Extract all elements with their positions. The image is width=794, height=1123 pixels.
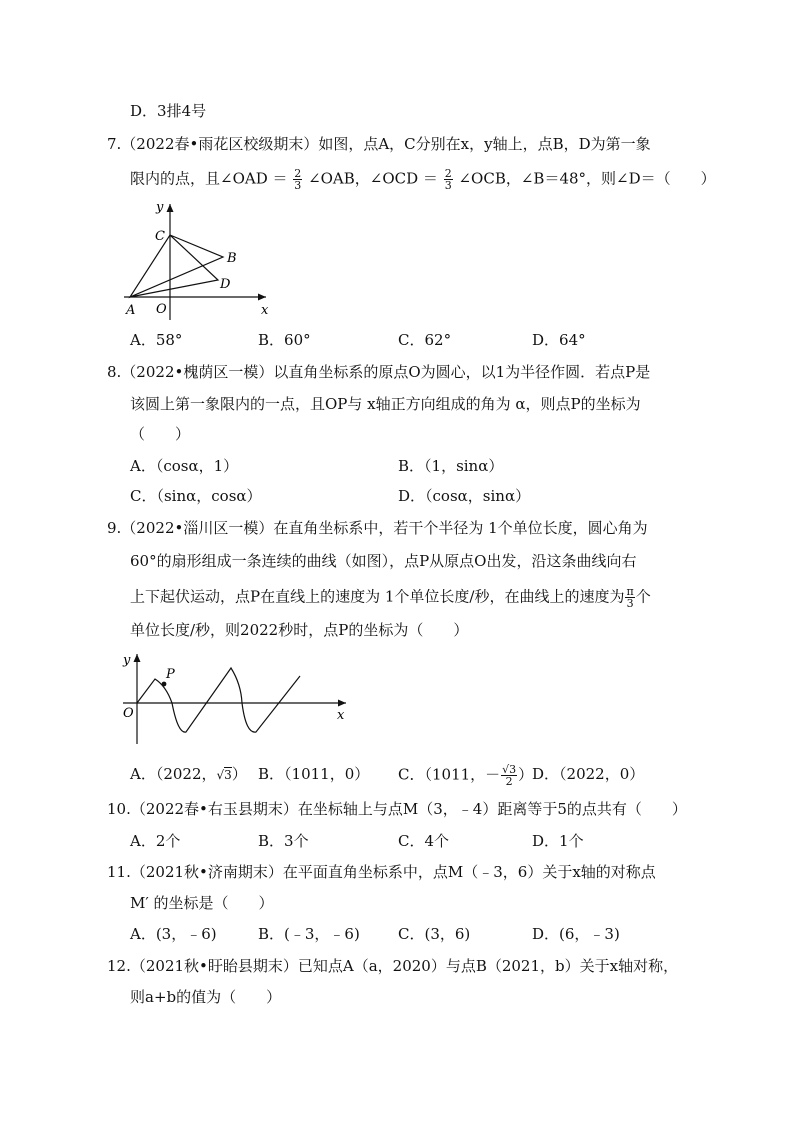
q9-option-b: B．（1011，0） [258, 765, 370, 783]
q9-y-axis-label: y [123, 653, 131, 668]
q11-option-d: D．(6，﹣3) [532, 925, 620, 943]
q9-option-c: C．（1011，－ $\frac{√3}{2}$ ） [398, 763, 534, 788]
q9-option-d: D．（2022，0） [532, 765, 645, 783]
q7-point-a-label: A [126, 303, 136, 318]
q7-line-1: 7.（2022春•雨花区校级期末）如图，点A，C分别在x，y轴上，点B，D为第一象 [107, 135, 651, 153]
q7-line-2-part-a: 限内的点，且∠OAD ＝ [130, 169, 288, 188]
q10-option-d: D．1个 [532, 832, 584, 850]
q9-line-4: 单位长度/秒，则2022秒时，点P的坐标为（ ） [130, 621, 469, 639]
q9-line-3 [130, 586, 651, 609]
q7-point-b-label: B [227, 251, 237, 266]
q9-line-3-part-b: 个 [635, 587, 651, 606]
q9-point-p [162, 682, 167, 687]
q11-option-c: C．(3，6) [398, 925, 471, 943]
q10-option-a: A．2个 [130, 832, 181, 850]
q9-line-2: 60°的扇形组成一条连续的曲线（如图），点P从原点O出发，沿这条曲线向右 [130, 552, 637, 570]
q12-line-2: 则a+b的值为（ ） [130, 988, 282, 1006]
q7-option-b: B．60° [258, 331, 311, 349]
q7-option-d: D．64° [532, 331, 586, 349]
q7-option-c: C．62° [398, 331, 452, 349]
q8-option-b: B．（1，sinα） [398, 457, 504, 475]
q7-y-axis-label: y [156, 200, 164, 215]
q10-option-c: C．4个 [398, 832, 450, 850]
q8-option-a: A．（cosα，1） [130, 457, 239, 475]
q9-point-p-label: P [166, 667, 175, 682]
q9-option-c-fraction: $\frac{√3}{2}$ [502, 763, 517, 788]
q7-origin-label: O [156, 302, 167, 317]
q7-x-axis-label: x [261, 303, 269, 318]
q9-line-3-part-a: 上下起伏运动，点P在直线上的速度为 1个单位长度/秒，在曲线上的速度为 [130, 587, 625, 606]
q9-origin-label: O [123, 706, 134, 721]
q7-line-2-part-b: ∠OAB，∠OCD ＝ [308, 169, 438, 188]
q7-point-c-label: C [155, 229, 165, 244]
q8-option-d: D．（cosα，sinα） [398, 487, 531, 505]
q11-option-a: A．(3，﹣6) [130, 925, 217, 943]
q9-line-1: 9.（2022•淄川区一模）在直角坐标系中，若干个半径为 1个单位长度，圆心角为 [107, 519, 648, 537]
q9-option-a: A．（2022，√3） [130, 765, 247, 783]
q10-option-b: B．3个 [258, 832, 309, 850]
q9-figure [118, 648, 358, 748]
q7-fraction-2: $\frac{2}{3}$ [444, 167, 452, 192]
q12-line-1: 12.（2021秋•盱眙县期末）已知点A（a，2020）与点B（2021，b）关于x轴对称， [107, 957, 679, 975]
prev-option-d: D．3排4号 [130, 102, 207, 120]
q8-option-c: C．（sinα，cosα） [130, 487, 262, 505]
q8-line-1: 8.（2022•槐荫区一模）以直角坐标系的原点O为圆心，以1为半径作圆．若点P是 [107, 363, 651, 381]
q7-line-2-part-c: ∠OCB，∠B＝48°，则∠D＝（ ） [458, 169, 716, 188]
q11-option-b: B．(﹣3，﹣6) [258, 925, 360, 943]
q7-option-a: A．58° [130, 331, 183, 349]
q10-line-1: 10.（2022春•右玉县期末）在坐标轴上与点M（3，﹣4）距离等于5的点共有（ ） [107, 800, 687, 818]
q8-line-3: （ ） [130, 425, 191, 443]
q9-option-a-radicand: 3 [224, 768, 232, 782]
q9-pi-over-3: $\frac{\pi}{3}$ [626, 585, 634, 610]
q11-line-2: M′ 的坐标是（ ） [130, 894, 274, 912]
q11-line-1: 11.（2021秋•济南期末）在平面直角坐标系中，点M（﹣3，6）关于x轴的对称点 [107, 863, 656, 881]
q7-figure [118, 198, 278, 322]
q8-line-2: 该圆上第一象限内的一点，且OP与 x轴正方向组成的角为 α，则点P的坐标为 [130, 395, 641, 413]
q7-point-d-label: D [220, 277, 231, 292]
q7-fraction-1: $\frac{2}{3}$ [294, 167, 302, 192]
q9-x-axis-label: x [337, 708, 345, 723]
q7-line-2 [130, 168, 716, 191]
